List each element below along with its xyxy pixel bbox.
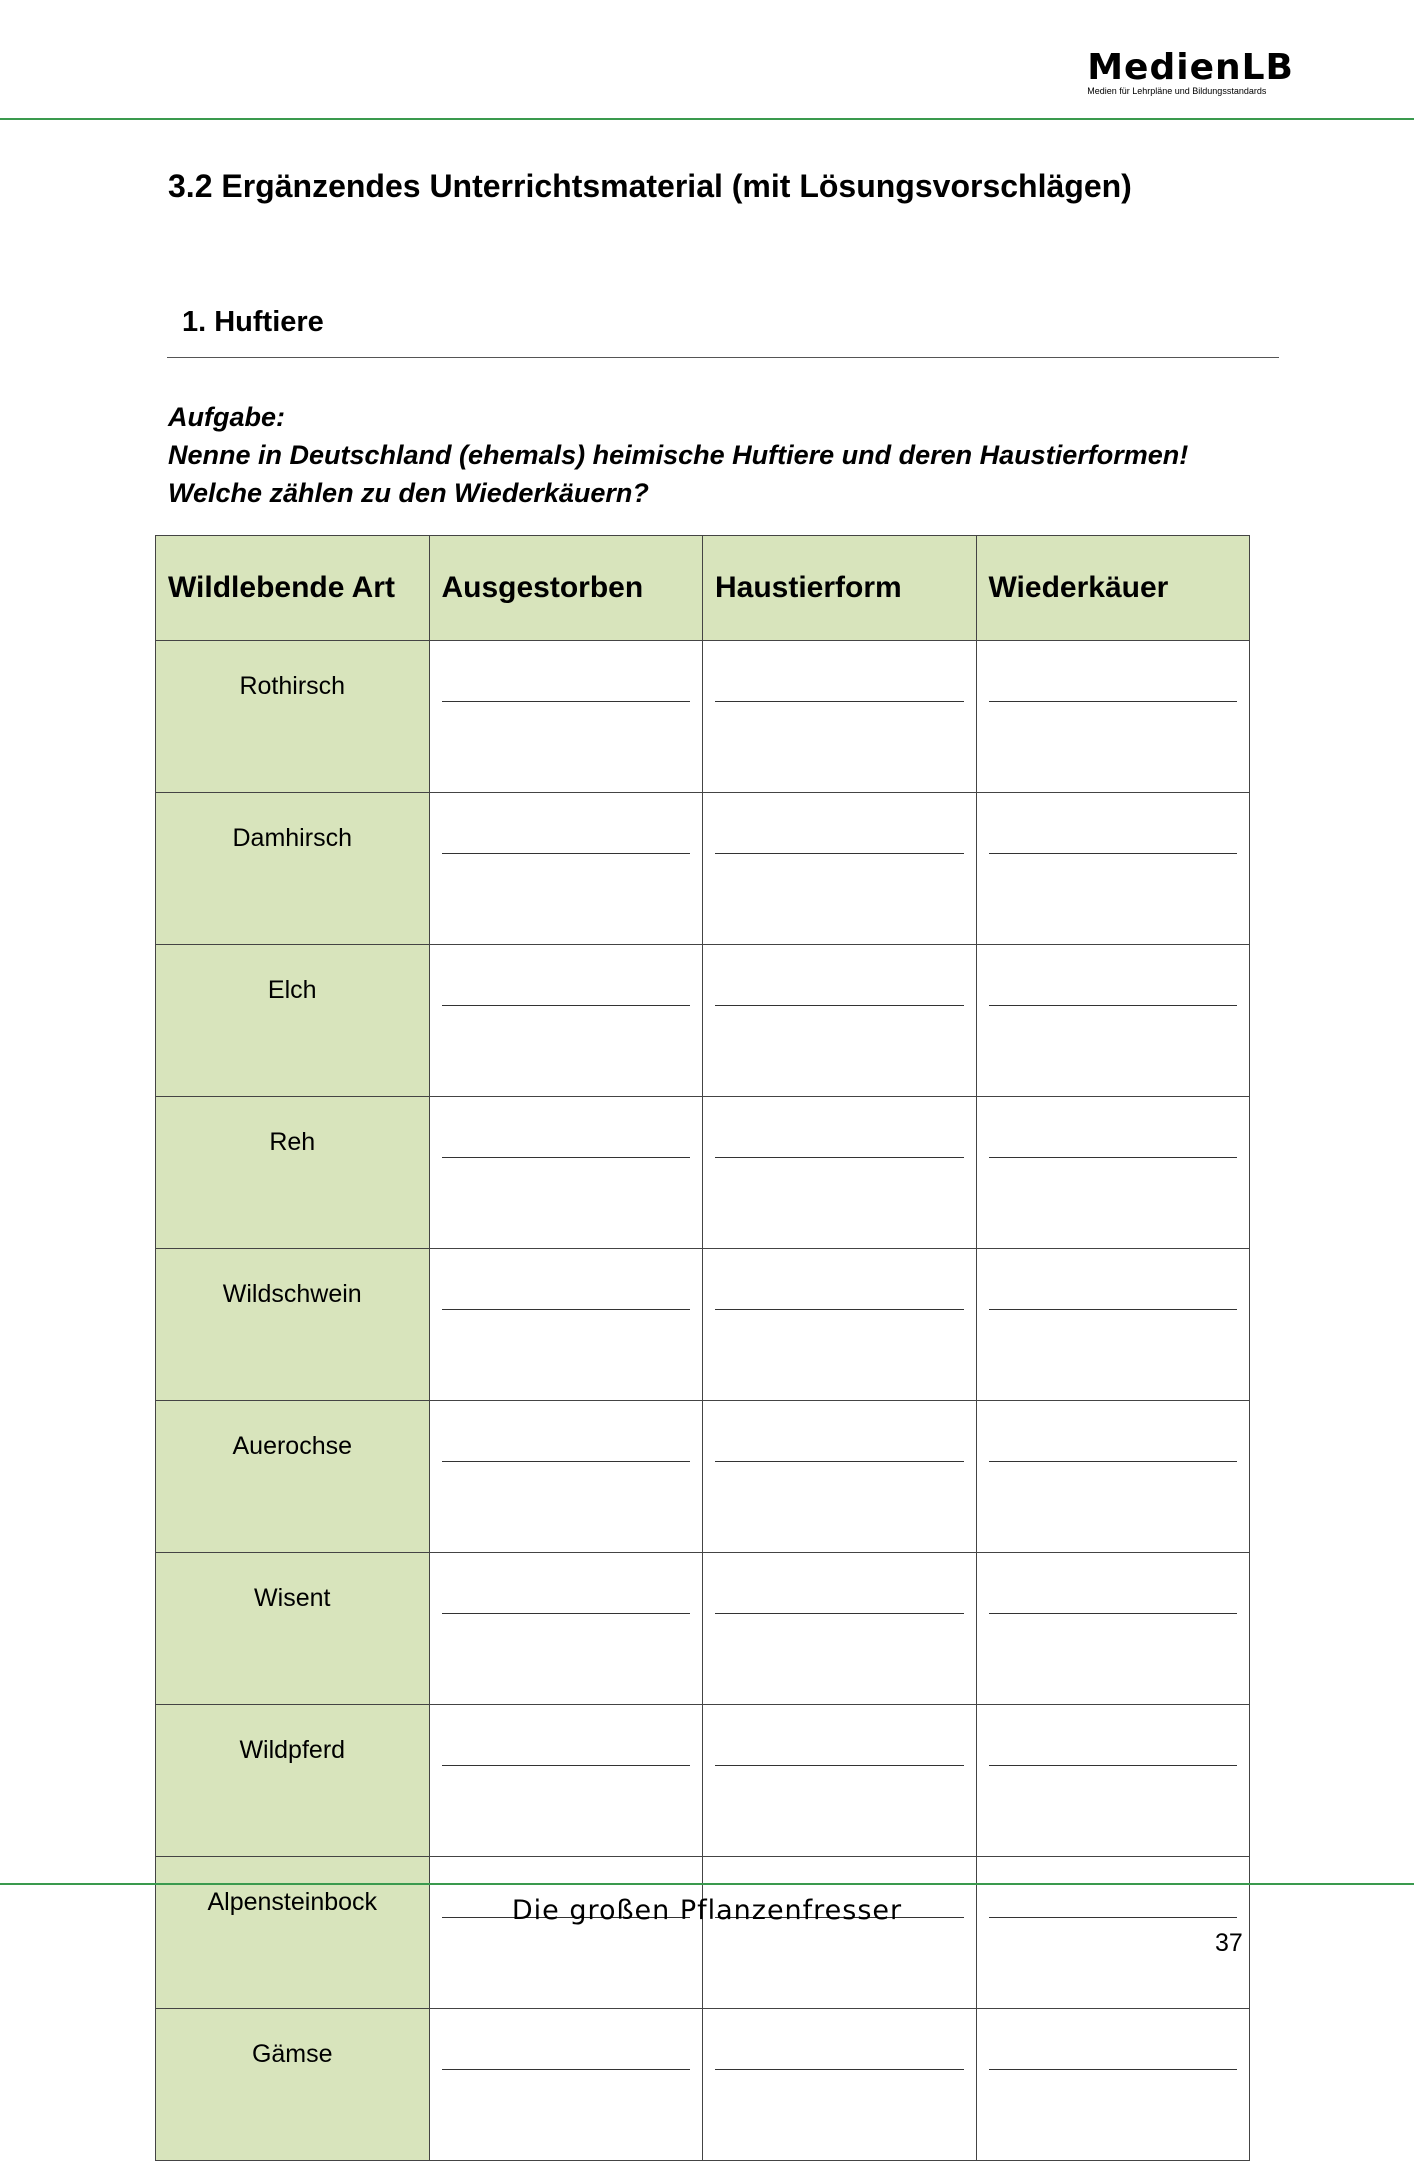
answer-field-ruminant[interactable] [976,793,1250,945]
answer-line [715,701,964,702]
species-cell: Wildschwein [156,1249,430,1401]
answer-line [442,1005,691,1006]
species-cell: Alpensteinbock [156,1857,430,2009]
page-number: 37 [1215,1929,1243,1957]
page-heading: 3.2 Ergänzendes Unterrichtsmaterial (mit Lösungsvorschlägen) [168,168,1132,204]
answer-field-ruminant[interactable] [976,1553,1250,1705]
table-row [156,641,1250,793]
table-row [156,793,1250,945]
answer-line [715,2069,964,2070]
column-header-extinct: Ausgestorben [429,536,703,641]
answer-line [442,1309,691,1310]
table-row [156,1553,1250,1705]
answer-field-domestic-form[interactable] [703,1553,977,1705]
table-row [156,1401,1250,1553]
answer-line [715,1765,964,1766]
answer-field-extinct[interactable] [429,1401,703,1553]
answer-line [715,853,964,854]
answer-field-ruminant[interactable] [976,1705,1250,1857]
table-row [156,1857,1250,2009]
answer-field-extinct[interactable] [429,2009,703,2161]
answer-line [442,2069,691,2070]
answer-field-ruminant[interactable] [976,1857,1250,2009]
table-header-row [156,536,1250,641]
answer-line [442,1613,691,1614]
answer-field-extinct[interactable] [429,1553,703,1705]
answer-line [989,853,1238,854]
table-row [156,945,1250,1097]
answer-field-domestic-form[interactable] [703,1249,977,1401]
species-cell: Rothirsch [156,641,430,793]
answer-line [989,1765,1238,1766]
answer-field-domestic-form[interactable] [703,793,977,945]
answer-line [989,1613,1238,1614]
header-divider [0,118,1414,120]
answer-line [442,701,691,702]
answer-line [715,1613,964,1614]
answer-field-domestic-form[interactable] [703,1097,977,1249]
answer-line [989,1005,1238,1006]
table-row [156,2009,1250,2161]
answer-field-ruminant[interactable] [976,641,1250,793]
column-header-domestic-form: Haustierform [703,536,977,641]
answer-line [989,701,1238,702]
task-block [168,398,1188,512]
species-cell: Elch [156,945,430,1097]
answer-field-ruminant[interactable] [976,945,1250,1097]
answer-line [715,1157,964,1158]
answer-field-ruminant[interactable] [976,1249,1250,1401]
answer-line [989,2069,1238,2070]
answer-field-domestic-form[interactable] [703,1857,977,2009]
footer-divider [0,1883,1414,1885]
answer-line [442,853,691,854]
answer-line [442,1461,691,1462]
answer-field-extinct[interactable] [429,1249,703,1401]
answer-field-extinct[interactable] [429,1705,703,1857]
species-cell: Wisent [156,1553,430,1705]
answer-field-ruminant[interactable] [976,1097,1250,1249]
logo-tagline: Medien für Lehrpläne und Bildungsstandards [1087,86,1267,96]
species-cell: Auerochse [156,1401,430,1553]
answer-field-domestic-form[interactable] [703,945,977,1097]
answer-field-domestic-form[interactable] [703,1705,977,1857]
species-cell: Wildpferd [156,1705,430,1857]
answer-field-domestic-form[interactable] [703,2009,977,2161]
section-divider [167,357,1279,358]
answer-line [442,1765,691,1766]
answer-field-ruminant[interactable] [976,2009,1250,2161]
task-question-1: Nenne in Deutschland (ehemals) heimische Huftiere und deren Haustierformen! [168,440,1189,470]
table-row [156,1097,1250,1249]
answer-line [715,1461,964,1462]
logo-wordmark: MedienLB [1087,47,1294,88]
answer-field-ruminant[interactable] [976,1401,1250,1553]
footer-title: Die großen Pflanzenfresser [511,1895,903,1926]
answer-line [989,1309,1238,1310]
answer-field-extinct[interactable] [429,1857,703,2009]
column-header-ruminant: Wiederkäuer [976,536,1250,641]
task-question-2: Welche zählen zu den Wiederkäuern? [168,478,649,508]
answer-line [715,1005,964,1006]
answer-field-extinct[interactable] [429,793,703,945]
table-row [156,1705,1250,1857]
species-cell: Reh [156,1097,430,1249]
section-title: 1. Huftiere [182,306,324,338]
table-row [156,1249,1250,1401]
column-header-species: Wildlebende Art [156,536,430,641]
species-cell: Gämse [156,2009,430,2161]
task-label: Aufgabe: [168,402,285,432]
medienlb-logo [1087,47,1294,96]
answer-field-extinct[interactable] [429,945,703,1097]
answer-field-domestic-form[interactable] [703,641,977,793]
answer-line [715,1309,964,1310]
species-cell: Damhirsch [156,793,430,945]
answer-line [442,1157,691,1158]
answer-field-extinct[interactable] [429,641,703,793]
answer-line [989,1157,1238,1158]
answer-line [989,1461,1238,1462]
answer-field-extinct[interactable] [429,1097,703,1249]
answer-field-domestic-form[interactable] [703,1401,977,1553]
